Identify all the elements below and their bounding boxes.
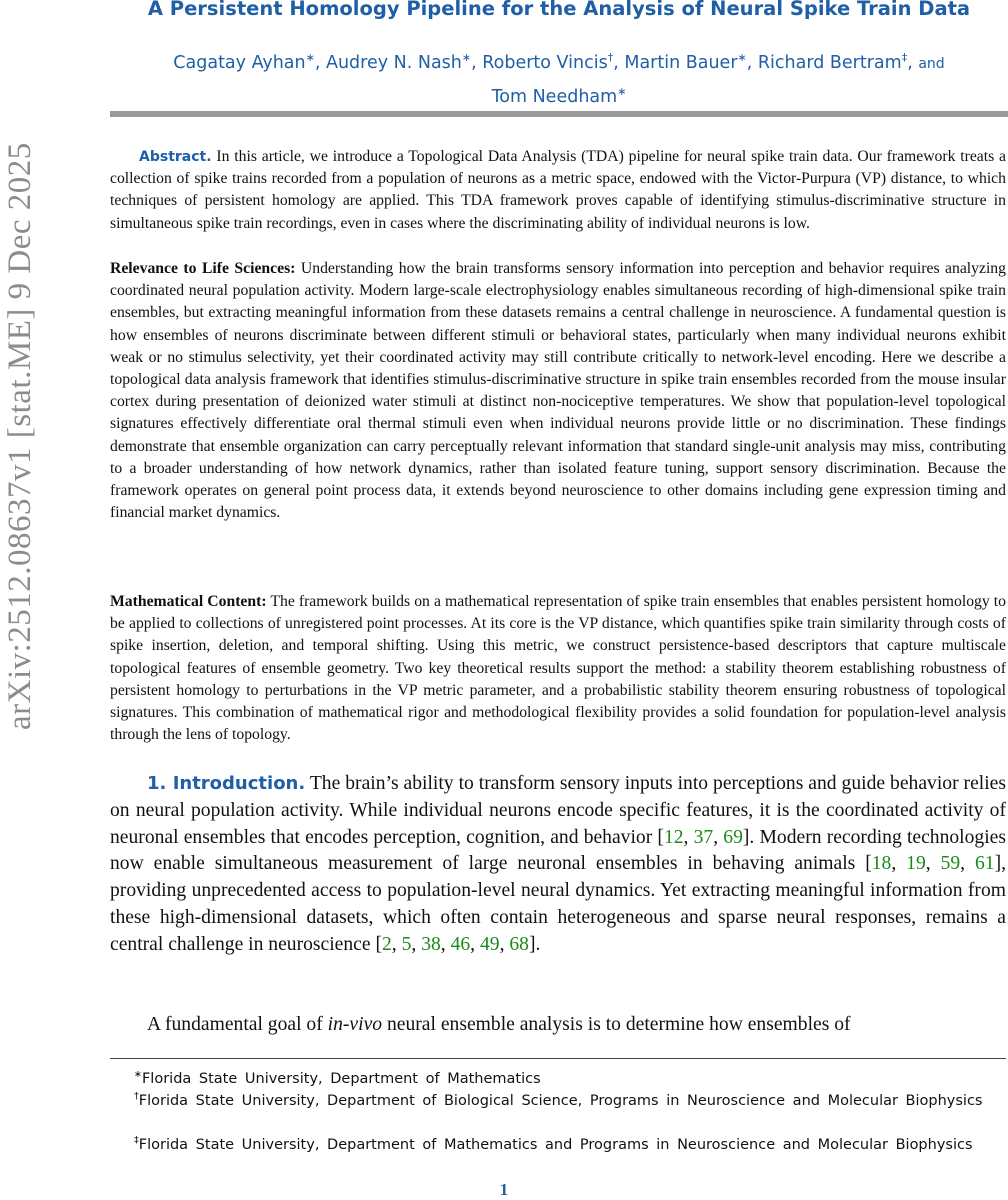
intro-text: neural ensemble analysis is to determine how ensembles of <box>386 1014 851 1035</box>
affiliation-mark: ∗ <box>461 51 472 64</box>
author-list: Cagatay Ayhan∗, Audrey N. Nash∗, Roberto Vincis†, Martin Bauer∗, Richard Bertram‡, and Tom Needham∗ <box>173 51 945 107</box>
relevance-text: Understanding how the brain transforms sensory information into perception and behavior requires analyzing coordinated neural population activity. Modern large-scale electrophysiology enables simultaneous recording of high-dimensional spike train ensembles, but extracting meaningful information from these datasets remains a central challenge in neuroscience. A fundamental question is how ensembles of neurons discriminate between different stimuli or behavioral states, particularly when many individual neurons exhibit weak or no stimulus selectivity, yet their coordinated activity may still contribute critically to network-level encoding. Here we describe a topological data analysis framework that identifies stimulus-discriminative structure in spike train ensembles recorded from the mouse insular cortex during presentation of deionized water stimuli at distinct non-nociceptive temperatures. We show that population-level topological signatures effectively differentiate oral thermal stimuli even when individual neurons provide little or no discrimination. These findings demonstrate that ensemble organization can carry perceptually relevant information that standard single-unit analysis may miss, contributing to a broader understanding of how network dynamics, rather than isolated feature tuning, support sensory discrimination. Because the framework operates on general point process data, it extends beyond neuroscience to other domains including gene expression timing and financial market dynamics. <box>110 260 1006 522</box>
citation-link[interactable]: 5 <box>401 933 412 955</box>
author-name: Roberto Vincis <box>482 52 608 73</box>
emphasis-text: in-vivo <box>327 1014 383 1035</box>
math-content-label: Mathematical Content: <box>110 593 267 610</box>
introduction-paragraph-2 <box>110 1012 1006 1039</box>
author-conjunction: and <box>918 55 945 72</box>
math-content-paragraph <box>110 591 1006 746</box>
author-name: Richard Bertram <box>757 52 902 73</box>
footnote-mark: ‡ <box>134 1135 139 1146</box>
relevance-paragraph <box>110 258 1006 524</box>
author-name: Tom Needham <box>491 86 618 107</box>
intro-text: ], providing unprecedented access to population-level neural dynamics. Yet extracting meaningful information from these high-dimensional datasets, which often contain heterogeneous and sparse neural responses, remains a central challenge in neuroscience [ <box>110 853 1007 955</box>
footnote-text: Florida State University, Department of Mathematics <box>141 1070 541 1087</box>
citation-link[interactable]: 59 <box>940 853 961 875</box>
intro-text: ]. <box>528 933 541 955</box>
affiliation-mark: ∗ <box>305 51 315 64</box>
citation-link[interactable]: 18 <box>871 853 892 875</box>
author-name: Martin Bauer <box>624 52 738 73</box>
affiliation-mark: ∗ <box>617 84 627 98</box>
author-name: Cagatay Ayhan <box>173 52 306 73</box>
affiliation-mark: ‡ <box>901 51 908 64</box>
introduction-paragraph: 1. Introduction. The brain’s ability to transform sensory inputs into perceptions and guide behavior relies on neural population activity. While individual neurons encode specific features, it is the coordinated activity of neuronal ensembles that encodes perception, cognition, and behavior [12, 37, 69]. Modern recording technologies now enable simultaneous measurement of large neuronal ensembles in behaving animals [18, 19, 59, 61], providing unprecedented access to population-level neural dynamics. Yet extracting meaningful information from these high-dimensional datasets, which often contain heterogeneous and sparse neural responses, remains a central challenge in neuroscience [2, 5, 38, 46, 49, 68]. <box>110 773 1007 955</box>
citation-link[interactable]: 46 <box>450 933 471 955</box>
citation-link[interactable]: 2 <box>382 933 392 955</box>
citation-link[interactable]: 68 <box>509 933 529 955</box>
abstract-paragraph <box>110 146 1006 235</box>
arxiv-identifier-stamp: arXiv:2512.08637v1 [stat.ME] 9 Dec 2025 <box>2 142 38 730</box>
citation-link[interactable]: 19 <box>906 853 926 875</box>
math-content-text: The framework builds on a mathematical representation of spike train ensembles that enables persistent homology to be applied to collections of unregistered point processes. At its core is the VP distance, which quantifies spike train similarity through costs of spike insertion, deletion, and temporal shifting. Using this metric, we construct persistence-based descriptors that capture multiscale topological features of ensemble geometry. Two key theoretical results support the method: a stability theorem establishing robustness of persistent homology to perturbations in the VP metric parameter, and a probabilistic stability theorem ensuring robustness of topological signatures. This combination of mathematical rigor and methodological flexibility provides a solid foundation for population-level analysis through the lens of topology. <box>110 593 1007 744</box>
affiliation-mark: † <box>607 51 614 64</box>
section-heading: 1. Introduction. <box>147 773 306 794</box>
abstract-text: In this article, we introduce a Topological Data Analysis (TDA) pipeline for neural spike train data. Our framework treats a collection of spike trains recorded from a population of neurons as a metric space, endowed with the Victor-Purpura (VP) distance, to which techniques of persistent homology are applied. This TDA framework proves capable of identifying stimulus-discriminative structure in simultaneous spike train recordings, even in cases where the discriminating ability of individual neurons is low. <box>110 148 1007 232</box>
relevance-label: Relevance to Life Sciences: <box>110 260 296 277</box>
footnote-mark: ∗ <box>134 1069 142 1080</box>
page-number: 1 <box>499 1180 509 1199</box>
author-name: Audrey N. Nash <box>325 52 462 73</box>
footnote <box>110 1086 1006 1112</box>
paper-title: A Persistent Homology Pipeline for the Analysis of Neural Spike Train Data <box>147 0 971 20</box>
footnote-text: Florida State University, Department of Mathematics and Programs in Neuroscience and Molecular Biophysics <box>138 1136 973 1153</box>
title-divider <box>110 111 1008 117</box>
citation-link[interactable]: 61 <box>975 853 995 875</box>
citation-link[interactable]: 49 <box>479 933 500 955</box>
footnote-divider <box>110 1058 1006 1059</box>
intro-text: ]. Modern recording technologies now enable simultaneous measurement of large neuronal ensembles in behaving animals [ <box>110 826 1006 875</box>
citation-link[interactable]: 69 <box>723 826 743 848</box>
footnote-text: Florida State University, Department of Biological Science, Programs in Neuroscience and Molecular Biophysics <box>138 1092 983 1109</box>
citation-link[interactable]: 37 <box>693 826 714 848</box>
citation-link[interactable]: 12 <box>663 826 684 848</box>
abstract-label: Abstract. <box>139 149 212 165</box>
intro-text: The brain’s ability to transform sensory inputs into perceptions and guide behavior relies on neural population activity. While individual neurons encode specific features, it is the coordinated activity of neuronal ensembles that encodes perception, cognition, and behavior [ <box>110 773 1006 848</box>
intro-text: A fundamental goal of <box>147 1014 323 1035</box>
citation-link[interactable]: 38 <box>421 933 441 955</box>
footnote-mark: † <box>134 1091 139 1102</box>
affiliation-mark: ∗ <box>737 51 747 64</box>
footnote <box>110 1130 1006 1156</box>
